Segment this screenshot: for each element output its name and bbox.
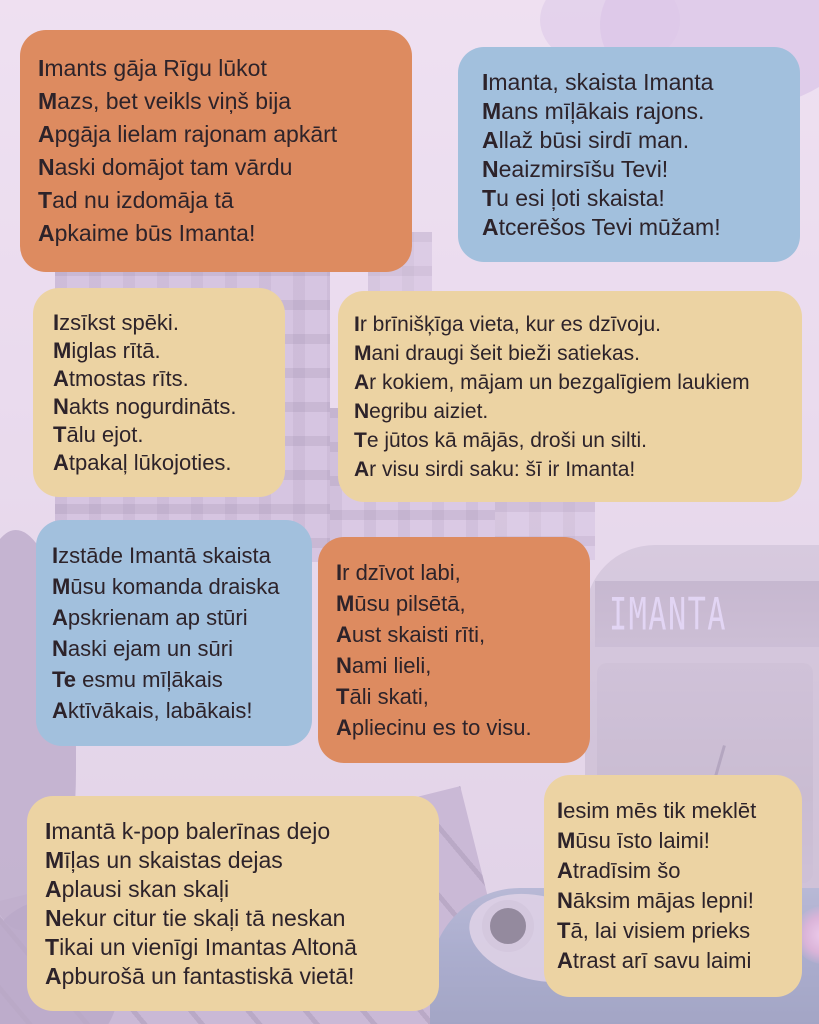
acrostic-letter: A <box>52 605 68 630</box>
poem-line-text: pskrienam ap stūri <box>67 605 248 630</box>
poem-line <box>557 916 789 946</box>
acrostic-letter: T <box>45 933 60 960</box>
acrostic-letter: N <box>354 399 370 423</box>
acrostic-letter: A <box>557 948 573 973</box>
poem-line <box>557 946 789 976</box>
poem-line <box>354 426 786 455</box>
poem-line-text: r brīnišķīga vieta, kur es dzīvoju. <box>359 312 661 336</box>
poem-line-text: aski ejam un sūri <box>67 636 233 661</box>
acrostic-letter: T <box>354 428 367 452</box>
poem-line-text: plausi skan skaļi <box>61 875 230 902</box>
acrostic-letter: N <box>482 155 499 182</box>
poem-line <box>52 633 296 664</box>
poem-line <box>336 557 572 588</box>
acrostic-letter: I <box>52 543 59 568</box>
poem-line-text: ā, lai visiem prieks <box>570 918 751 943</box>
poem-line-text: esmu mīļākais <box>76 667 223 692</box>
poem-line-text: u esi ļoti skaista! <box>496 184 665 211</box>
poem-line-text: ami lieli, <box>351 653 432 678</box>
poem-line <box>336 712 572 743</box>
acrostic-letter: A <box>557 858 573 883</box>
poem-line <box>52 571 296 602</box>
poem-line <box>482 184 776 213</box>
poem-line-text: āksim mājas lepni! <box>572 888 754 913</box>
acrostic-letter: A <box>45 875 62 902</box>
acrostic-letter: M <box>38 88 58 114</box>
poem-card-imanta-kpop <box>27 796 439 1011</box>
acrostic-letter: I <box>45 817 52 844</box>
acrostic-letter: A <box>52 698 68 723</box>
poem-line <box>53 337 265 365</box>
poem-line-text: ikai un vienīgi Imantas Altonā <box>59 933 357 960</box>
poem-line <box>52 602 296 633</box>
acrostic-letter: I <box>53 309 60 335</box>
acrostic-letter: T <box>557 918 571 943</box>
poem-line <box>557 886 789 916</box>
acrostic-letter: M <box>557 828 576 853</box>
poem-line-text: pkaime būs Imanta! <box>54 220 256 246</box>
poem-line-text: ans mīļākais rajons. <box>501 97 705 124</box>
poem-line-text: egribu aiziet. <box>369 399 489 423</box>
poem-line-text: e jūtos kā mājās, droši un silti. <box>366 428 647 452</box>
acrostic-letter: N <box>53 393 69 419</box>
acrostic-letter: A <box>53 365 69 391</box>
poem-line-text: r dzīvot labi, <box>342 560 461 585</box>
poem-card-imanta-skaista <box>458 47 800 262</box>
poem-line-text: ad nu izdomāja tā <box>52 187 234 213</box>
poem-line <box>38 151 394 184</box>
poem-line <box>45 904 421 933</box>
poem-line-text: llaž būsi sirdī man. <box>498 126 690 153</box>
poem-line <box>354 397 786 426</box>
poem-line <box>45 817 421 846</box>
poem-line <box>38 85 394 118</box>
poem-line <box>52 540 296 571</box>
acrostic-letter: A <box>336 622 352 647</box>
poem-line-text: akts nogurdināts. <box>68 393 237 419</box>
acrostic-letter: M <box>45 846 65 873</box>
acrostic-letter: N <box>557 888 573 913</box>
poem-line-text: ūsu komanda draiska <box>70 574 280 599</box>
poem-line-text: zsīkst spēki. <box>59 309 179 335</box>
acrostic-letter: T <box>38 187 53 213</box>
acrostic-letter: M <box>53 337 72 363</box>
poem-line-text: īļas un skaistas dejas <box>64 846 283 873</box>
acrostic-letter: I <box>354 312 360 336</box>
acrostic-letter: M <box>52 574 71 599</box>
acrostic-letter: A <box>354 370 370 394</box>
poem-line-text: ani draugi šeit bieži satiekas. <box>371 341 640 365</box>
poem-line-text: zstāde Imantā skaista <box>58 543 271 568</box>
poem-line <box>482 126 776 155</box>
acrostic-letter: T <box>482 184 497 211</box>
poem-line-text: tpakaļ lūkojoties. <box>68 449 232 475</box>
poem-line <box>45 962 421 991</box>
acrostic-letter: T <box>53 421 67 447</box>
acrostic-letter: M <box>336 591 355 616</box>
poem-line <box>336 681 572 712</box>
poem-line-text: pburošā un fantastiskā vietā! <box>61 962 355 989</box>
poem-line-text: tmostas rīts. <box>68 365 189 391</box>
poem-line <box>38 184 394 217</box>
poem-line <box>38 118 394 151</box>
poem-card-izsikst-speki <box>33 288 285 497</box>
poem-line <box>557 796 789 826</box>
acrostic-letter: A <box>53 449 69 475</box>
acrostic-letter: I <box>482 68 489 95</box>
poem-line <box>336 588 572 619</box>
poem-line <box>557 856 789 886</box>
poem-card-ir-dzivot-labi <box>318 537 590 763</box>
acrostic-letter: M <box>354 341 372 365</box>
tram-sign-text: IMANTA <box>609 588 727 640</box>
poem-line-text: tcerēšos Tevi mūžam! <box>498 213 721 240</box>
acrostic-letter: A <box>45 962 62 989</box>
poem-line-text: pgāja lielam rajonam apkārt <box>54 121 338 147</box>
poem-line-text: aski domājot tam vārdu <box>54 154 293 180</box>
poem-line <box>53 309 265 337</box>
poem-card-ir-briniskiga-vieta <box>338 291 802 502</box>
poem-line-text: mants gāja Rīgu lūkot <box>44 55 267 81</box>
poem-line <box>482 97 776 126</box>
acrostic-letter: I <box>336 560 343 585</box>
acrostic-letter: A <box>336 715 352 740</box>
poem-line <box>45 875 421 904</box>
poem-line-text: pliecinu es to visu. <box>351 715 532 740</box>
poem-line-text: ūsu pilsētā, <box>354 591 466 616</box>
poem-line <box>38 52 394 85</box>
poem-line <box>53 449 265 477</box>
poem-line <box>53 421 265 449</box>
poem-card-izstade-imanta <box>36 520 312 746</box>
poem-line <box>52 695 296 726</box>
poem-line <box>45 933 421 962</box>
acrostic-letter: M <box>482 97 502 124</box>
poem-line-text: ūsu īsto laimi! <box>575 828 710 853</box>
acrostic-letter: N <box>336 653 352 678</box>
poem-line-text: ktīvākais, labākais! <box>67 698 253 723</box>
poem-line <box>482 155 776 184</box>
poem-card-iesim-mes <box>544 775 802 997</box>
acrostic-letter: A <box>38 121 55 147</box>
poem-line <box>354 368 786 397</box>
poem-line <box>557 826 789 856</box>
acrostic-letter: A <box>38 220 55 246</box>
poem-line-text: tradīsim šo <box>572 858 681 883</box>
acrostic-letter: I <box>38 55 45 81</box>
poem-line-text: ekur citur tie skaļi tā neskan <box>61 904 346 931</box>
acrostic-letter: A <box>354 457 370 481</box>
poem-card-imants-gaja-rigu <box>20 30 412 272</box>
acrostic-letter: T <box>336 684 350 709</box>
acrostic-letter: A <box>482 213 499 240</box>
poem-line-text: iglas rītā. <box>71 337 161 363</box>
poem-line-text: āli skati, <box>349 684 429 709</box>
poem-line-text: r kokiem, mājam un bezgalīgiem laukiem <box>369 370 750 394</box>
poem-line-text: azs, bet veikls viņš bija <box>57 88 292 114</box>
poem-line-text: eaizmirsīšu Tevi! <box>498 155 669 182</box>
poem-line <box>53 365 265 393</box>
acrostic-letter: N <box>45 904 62 931</box>
poem-line <box>336 619 572 650</box>
poem-line <box>336 650 572 681</box>
poem-line-text: ust skaisti rīti, <box>351 622 486 647</box>
acrostic-letter: N <box>38 154 55 180</box>
poem-line <box>482 213 776 242</box>
acrostic-letter: A <box>482 126 499 153</box>
poem-line <box>53 393 265 421</box>
acrostic-letter: N <box>52 636 68 661</box>
poem-line <box>354 339 786 368</box>
acrostic-letter: I <box>557 798 564 823</box>
poem-line-text: trast arī savu laimi <box>572 948 752 973</box>
poem-line <box>482 68 776 97</box>
poem-line-text: esim mēs tik meklēt <box>563 798 757 823</box>
poem-line <box>45 846 421 875</box>
poem-line-text: mantā k-pop balerīnas dejo <box>51 817 331 844</box>
poem-line-text: manta, skaista Imanta <box>488 68 714 95</box>
poem-line-text: ālu ejot. <box>66 421 144 447</box>
poem-line-text: r visu sirdi saku: šī ir Imanta! <box>369 457 636 481</box>
poem-line <box>38 217 394 250</box>
poem-line <box>354 310 786 339</box>
poem-line <box>52 664 296 695</box>
poem-line <box>354 455 786 484</box>
acrostic-letter: Te <box>52 667 77 692</box>
